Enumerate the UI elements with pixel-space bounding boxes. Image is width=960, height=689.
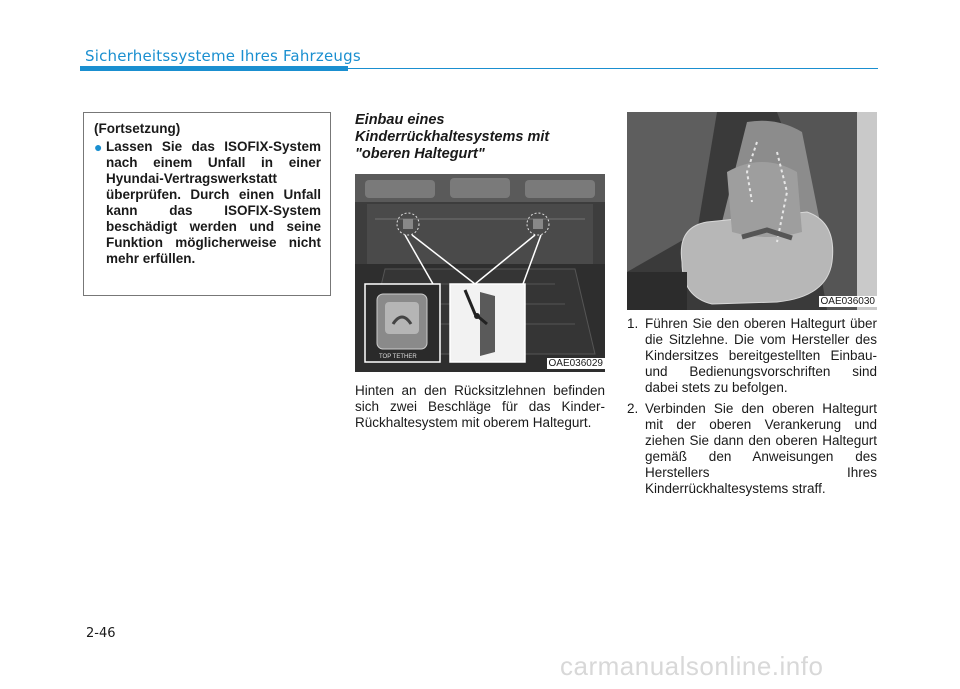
step-number: 1.	[627, 316, 639, 331]
notice-item	[94, 139, 321, 267]
list-item	[627, 401, 877, 497]
step-text: Verbinden Sie den oberen Haltegurt mit der oberen Verankerung und ziehen Sie dann den oberen Haltegurt gemäß den Anweisungen des Herstellers Ihres Kinderrückhaltesystems straff.	[645, 401, 877, 496]
figure-trunk-anchors	[355, 174, 605, 372]
bullet-icon: ●	[94, 139, 103, 155]
steps-list	[627, 316, 877, 502]
trunk-illustration	[355, 174, 605, 372]
figure1-code: OAE036029	[548, 358, 603, 369]
notice-item-text: Lassen Sie das ISOFIX-System nach einem Unfall in einer Hyundai-Vertragswerkstatt überprüfen. Durch einen Unfall kann das ISOFIX-System beschädigt werden und seine Funktion möglicherweise nicht mehr erfüllen.	[106, 139, 321, 266]
section-body-text: Hinten an den Rücksitzlehnen befinden sich zwei Beschläge für das Kinder-Rückhaltesystem mit oberem Haltegurt.	[355, 383, 605, 430]
figure1-tether-label: TOP TETHER	[379, 354, 417, 360]
watermark: carmanualsonline.info	[560, 651, 824, 681]
figure2-code: OAE036030	[820, 296, 875, 307]
figure-child-seat	[627, 112, 877, 310]
notice-heading: (Fortsetzung)	[94, 121, 181, 136]
child-seat-illustration	[627, 112, 877, 310]
section-header-title: Sicherheitssysteme Ihres Fahrzeugs	[85, 47, 361, 65]
header-accent-bar	[80, 66, 348, 71]
notice-box	[83, 112, 331, 296]
section-title: Einbau eines Kinderrückhaltesystems mit "oberen Haltegurt"	[355, 112, 550, 162]
header-rule	[348, 68, 878, 69]
list-item	[627, 316, 877, 396]
step-text: Führen Sie den oberen Haltegurt über die Sitzlehne. Die vom Hersteller des Kindersitzes bereitgestellten Einbau- und Bedienungsvorschriften sind dabei stets zu befolgen.	[645, 316, 877, 395]
step-number: 2.	[627, 401, 639, 416]
page-number: 2-46	[86, 626, 116, 641]
section-heading-block	[355, 112, 605, 163]
